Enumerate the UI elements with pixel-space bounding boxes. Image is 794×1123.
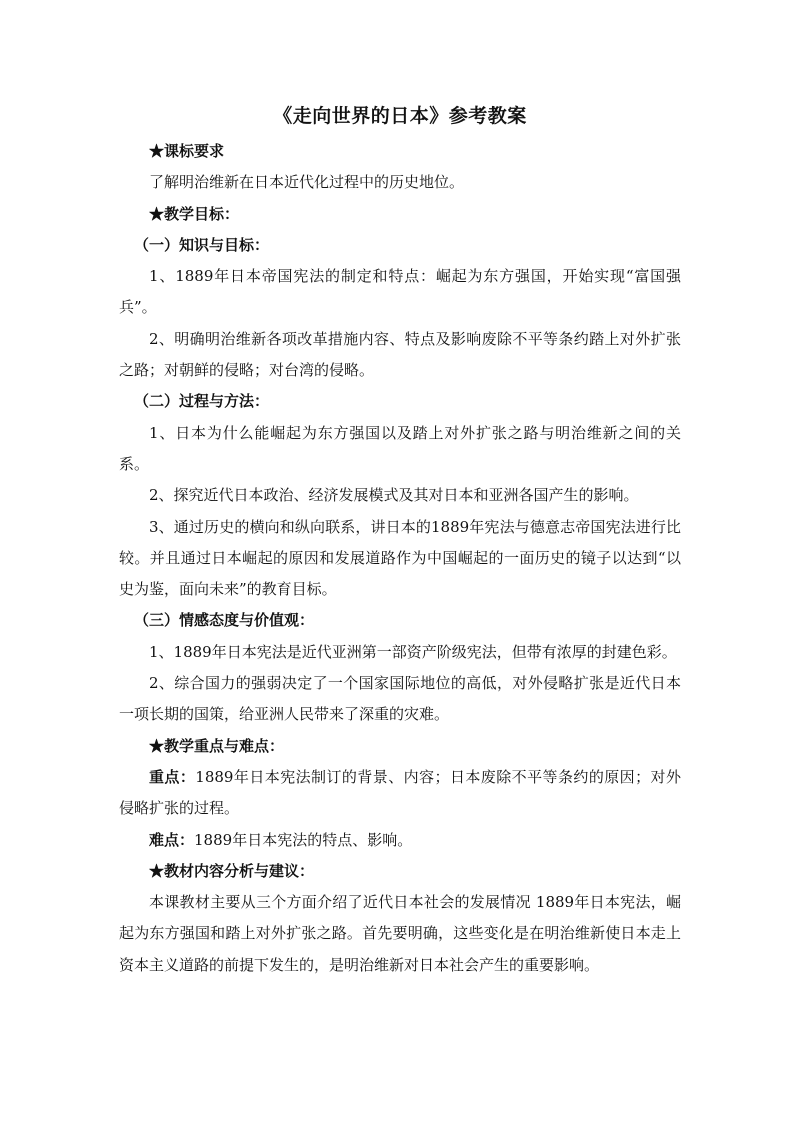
paragraph-curriculum: 了解明治维新在日本近代化过程中的历史地位。 xyxy=(149,173,465,192)
paragraph-process-3: 3、通过历史的横向和纵向联系，讲日本的1889年宪法与德意志帝国宪法进行比较。并且通过日本崛起的原因和发展道路作为中国崛起的一面历史的镜子以达到“以史为鉴，面向未来”的教育目标。 xyxy=(119,517,681,599)
key-point-label: 重点： xyxy=(149,767,196,786)
section-heading-key-points: ★教学重点与难点： xyxy=(149,736,285,755)
key-point-text: 1889年日本宪法制订的背景、内容；日本废除不平等条约的原因；对外侵略扩张的过程。 xyxy=(119,767,681,818)
document-title: 《走向世界的日本》参考教案 xyxy=(273,105,527,127)
difficulty-text: 1889年日本宪法的特点、影响。 xyxy=(194,830,413,849)
paragraph-knowledge-2: 2、明确明治维新各项改革措施内容、特点及影响废除不平等条约踏上对外扩张之路；对朝鲜的侵略；对台湾的侵略。 xyxy=(119,329,681,380)
paragraph-values-1: 1、1889年日本宪法是近代亚洲第一部资产阶级宪法，但带有浓厚的封建色彩。 xyxy=(149,642,677,661)
paragraph-key-point xyxy=(119,762,681,825)
paragraph-process-2: 2、探究近代日本政治、经济发展模式及其对日本和亚洲各国产生的影响。 xyxy=(149,486,639,505)
subheading-values: （三）情感态度与价值观： xyxy=(134,611,315,630)
document-page xyxy=(119,100,681,981)
subheading-knowledge: （一）知识与目标： xyxy=(134,235,270,254)
section-heading-material-analysis: ★教材内容分析与建议： xyxy=(149,861,315,880)
difficulty-label: 难点： xyxy=(149,830,195,849)
paragraph-process-1: 1、日本为什么能崛起为东方强国以及踏上对外扩张之路与明治维新之间的关系。 xyxy=(119,423,681,473)
paragraph-values-2: 2、综合国力的强弱决定了一个国家国际地位的高低，对外侵略扩张是近代日本一项长期的国策，给亚洲人民带来了深重的灾难。 xyxy=(119,674,681,724)
subheading-process: （二）过程与方法： xyxy=(134,392,270,411)
section-heading-curriculum: ★课标要求 xyxy=(149,142,225,160)
paragraph-knowledge-1: 1、1889年日本帝国宪法的制定和特点：崛起为东方强国，开始实现“富国强兵”。 xyxy=(119,267,681,317)
paragraph-difficulty xyxy=(119,825,681,856)
paragraph-material-analysis: 本课教材主要从三个方面介绍了近代日本社会的发展情况 1889年日本宪法，崛起为东方强国和踏上对外扩张之路。首先要明确，这些变化是在明治维新使日本走上资本主义道路的前提下发生的，是明治维新对日本社会产生的重要影响。 xyxy=(119,893,681,974)
section-heading-goals: ★教学目标： xyxy=(149,204,240,223)
